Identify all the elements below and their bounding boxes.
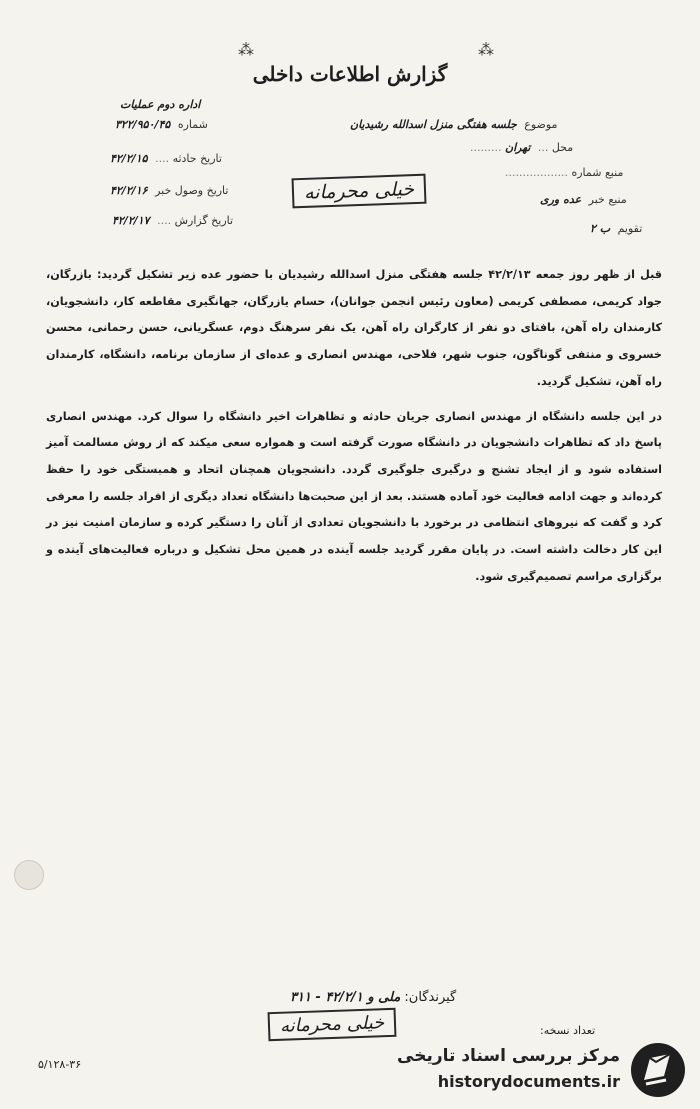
report-date-field: تاریخ گزارش .... ۴۲/۲/۱۷ <box>112 214 234 227</box>
copies-line <box>540 1024 595 1037</box>
event-date-field: تاریخ حادثه .... ۴۲/۲/۱۵ <box>110 152 222 165</box>
body-paragraph-1: قبل از ظهر روز جمعه ۴۲/۲/۱۳ جلسه هفتگی منزل اسدالله رشیدیان با حضور عده زیر تشکیل گردید: بازرگان، جواد کریمی، مصطفی کریمی (معاون رئیس انجمن جوانان)، حسام یازرگان، جهانگیری مقاطعه کار، دانشجویان، کارمندان راه آهن، بافتای دو نفر از کارگران راه آهن، یک نفر سرهنگ دوم، عسگریانی، حسن رحمانی، محسن خسروی و منتفی گوناگون، جنوب شهر، فلاحی، مهندس انصاری و عده‌ای از سازمان برنامه، دانشگاه، کارمندان راه آهن، تشکیل گردید. <box>46 268 662 388</box>
place-field: محل ... تهران ......... <box>470 141 574 154</box>
confidential-stamp-bottom: خیلی محرمانه <box>268 1008 397 1041</box>
receipt-date-field: تاریخ وصول خبر ۴۲/۲/۱۶ <box>110 184 229 197</box>
confidential-stamp: خیلی محرمانه <box>292 174 427 209</box>
source-number-field: منبع شماره .................. <box>505 166 624 179</box>
ornament-left: ⁂ <box>238 40 254 59</box>
department-field: اداره دوم عملیات <box>120 98 201 111</box>
report-title: گزارش اطلاعات داخلی <box>252 62 448 86</box>
subject-field: موضوع جلسه هفتگی منزل اسدالله رشیدیان <box>350 118 558 131</box>
copies-label: تعداد نسخه: <box>540 1024 596 1037</box>
recipients-line <box>290 990 456 1005</box>
archive-url: historydocuments.ir <box>437 1072 620 1091</box>
archive-logo-icon <box>630 1042 686 1098</box>
archive-logo <box>382 1042 690 1100</box>
recipients-label: گیرندگان: <box>404 990 457 1005</box>
punch-hole <box>14 860 44 890</box>
document-code: ۵/۱۲۸-۳۶ <box>38 1058 82 1071</box>
number-field: شماره ۳۲۲/۹۵۰/۴۵ <box>115 118 208 131</box>
archive-name: مرکز بررسی اسناد تاریخی <box>397 1046 620 1066</box>
rating-field: تقویم ب ۲ <box>590 222 643 235</box>
body-paragraph-2: در این جلسه دانشگاه از مهندس انصاری جریان حادثه و تظاهرات اخیر دانشگاه را سوال کرد. مهندس انصاری پاسخ داد که تظاهرات دانشجویان در دانشگاه صورت گرفته است و همواره سعی میکند که از روش مسالمت آمیز استفاده شود و از ایجاد تشنج و درگیری جلوگیری گردد. دانشجویان همچنان اتحاد و همبستگی خود را حفظ کرده‌اند و جهت ادامه فعالیت خود آماده هستند. بعد از این صحبت‌ها دانشگاه تعداد دیگری از افراد جلسه را معرفی کرد و گفت که نیروهای انتظامی در برخورد با دانشجویان تعدادی از آنان را دستگیر کرده و سازمان امنیت نیز در این کار دخالت داشته است. در پایان مقرر گردید جلسه آینده در همین محل تشکیل و درباره فعالیت‌های آینده و برگزاری مراسم تصمیم‌گیری شود. <box>46 409 662 583</box>
ornament-right: ⁂ <box>478 40 494 59</box>
report-body <box>46 262 662 598</box>
recipients-value: ملی و ۴۲/۲/۱ - ۳۱۱ <box>290 990 401 1005</box>
source-field: منبع خبر عده وری <box>540 193 627 206</box>
